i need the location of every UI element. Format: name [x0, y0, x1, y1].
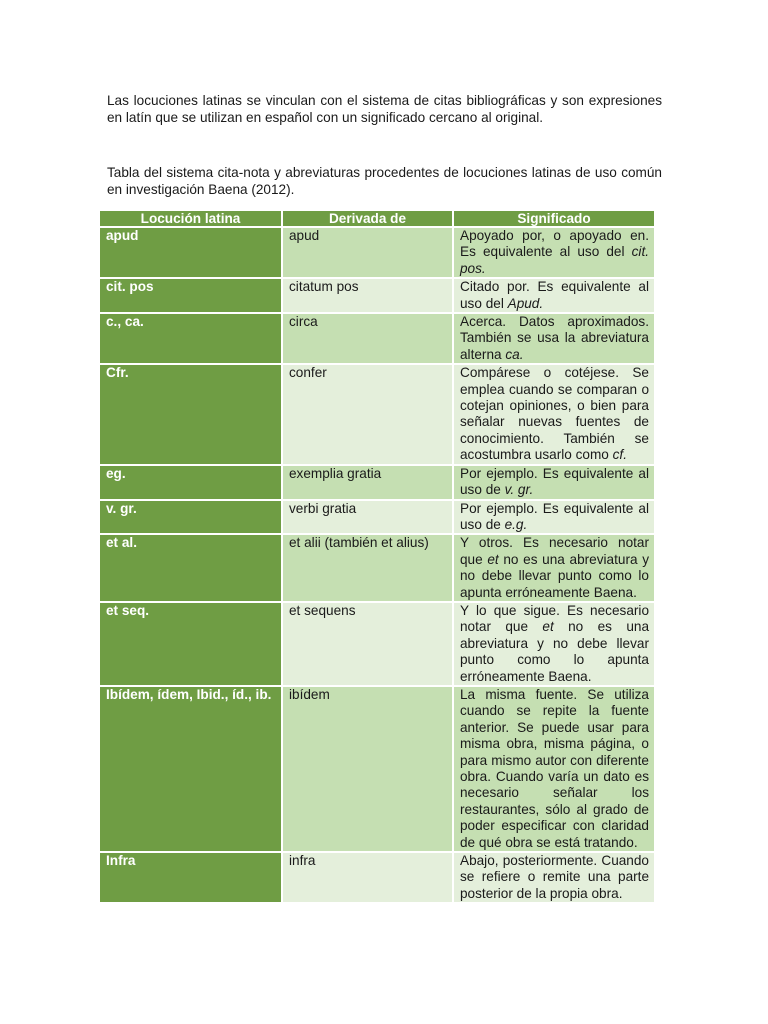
cell-locucion: Cfr. [100, 363, 283, 463]
locuciones-table [100, 211, 654, 902]
cell-derivada: et alii (también et alius) [283, 533, 454, 601]
cell-locucion: apud [100, 226, 283, 277]
intro-paragraph: Las locuciones latinas se vinculan con el sistema de citas bibliográficas y son expresiones en latín que se utilizan en español con un significado cercano al original. [107, 93, 662, 125]
cell-significado [454, 533, 654, 601]
significado-segment: no es una abreviatura y no debe llevar punto como lo apunta erróneamente Baena. [460, 551, 649, 600]
significado-segment: La misma fuente. Se utiliza cuando se repite la fuente anterior. Se puede usar para misma obra, misma página, o para mismo autor con diferente obra. Cuando varía un dato es necesario señalar los restaurantes, sólo al grado de poder especificar con claridad de qué obra se está tratando. [460, 686, 649, 850]
table-caption: Tabla del sistema cita-nota y abreviaturas procedentes de locuciones latinas de uso común en investigación Baena (2012). [107, 165, 662, 197]
cell-derivada: ibídem [283, 685, 454, 851]
cell-significado [454, 499, 654, 534]
cell-derivada: confer [283, 363, 454, 463]
cell-significado [454, 601, 654, 685]
table-row [100, 533, 654, 601]
significado-segment: Y lo que sigue. Es necesario notar que [460, 602, 649, 635]
table-row [100, 363, 654, 463]
header-derivada: Derivada de [283, 211, 454, 226]
cell-significado [454, 464, 654, 499]
significado-italic-segment: e.g. [504, 516, 528, 532]
significado-italic-segment: ca. [505, 346, 524, 362]
cell-locucion: et seq. [100, 601, 283, 685]
cell-locucion: cit. pos [100, 277, 283, 312]
cell-locucion: Infra [100, 851, 283, 902]
table-row [100, 685, 654, 851]
significado-italic-segment: cf. [612, 447, 627, 463]
cell-locucion: Ibídem, ídem, Ibid., íd., ib. [100, 685, 283, 851]
cell-significado [454, 851, 654, 902]
significado-italic-segment: v. gr. [504, 482, 534, 498]
cell-significado [454, 312, 654, 363]
table-row [100, 851, 654, 902]
significado-italic-segment: et [487, 551, 499, 567]
significado-segment: Por ejemplo. Es equivalente al uso de [460, 465, 649, 498]
cell-locucion: c., ca. [100, 312, 283, 363]
significado-italic-segment: Apud. [507, 295, 544, 311]
table-row [100, 499, 654, 534]
significado-segment: no es una abreviatura y no debe llevar punto como lo apunta erróneamente Baena. [460, 619, 650, 684]
cell-locucion: v. gr. [100, 499, 283, 534]
header-locucion: Locución latina [100, 211, 283, 226]
cell-derivada: circa [283, 312, 454, 363]
table-row [100, 312, 654, 363]
cell-significado [454, 363, 654, 463]
cell-derivada: exemplia gratia [283, 464, 454, 499]
table-row [100, 601, 654, 685]
cell-derivada: apud [283, 226, 454, 277]
cell-locucion: et al. [100, 533, 283, 601]
significado-italic-segment: cit. pos. [460, 244, 649, 276]
table-row [100, 277, 654, 312]
significado-segment: Citado por. Es equivalente al uso del [460, 279, 649, 311]
cell-derivada: infra [283, 851, 454, 902]
significado-segment: Por ejemplo. Es equivalente al uso de [460, 500, 649, 532]
table-row [100, 226, 654, 277]
cell-significado [454, 226, 654, 277]
cell-derivada: citatum pos [283, 277, 454, 312]
significado-italic-segment: et [542, 619, 554, 635]
cell-derivada: et sequens [283, 601, 454, 685]
cell-significado [454, 685, 654, 851]
cell-significado [454, 277, 654, 312]
significado-segment: Compárese o cotéjese. Se emplea cuando se comparan o cotejan opiniones, o bien para señalar nuevas fuentes de conocimiento. También se acostumbra usarlo como [460, 365, 649, 463]
table-row [100, 464, 654, 499]
table-header-row [100, 211, 654, 226]
significado-segment: Abajo, posteriormente. Cuando se refiere o remite una parte posterior de la propia obra. [460, 853, 649, 901]
cell-locucion: eg. [100, 464, 283, 499]
significado-segment: Acerca. Datos aproximados. También se usa la abreviatura alterna [460, 314, 649, 362]
significado-segment: Apoyado por, o apoyado en. Es equivalente al uso del [460, 228, 649, 260]
header-significado: Significado [454, 211, 654, 226]
significado-segment: Y otros. Es necesario notar que [460, 535, 649, 567]
cell-derivada: verbi gratia [283, 499, 454, 534]
